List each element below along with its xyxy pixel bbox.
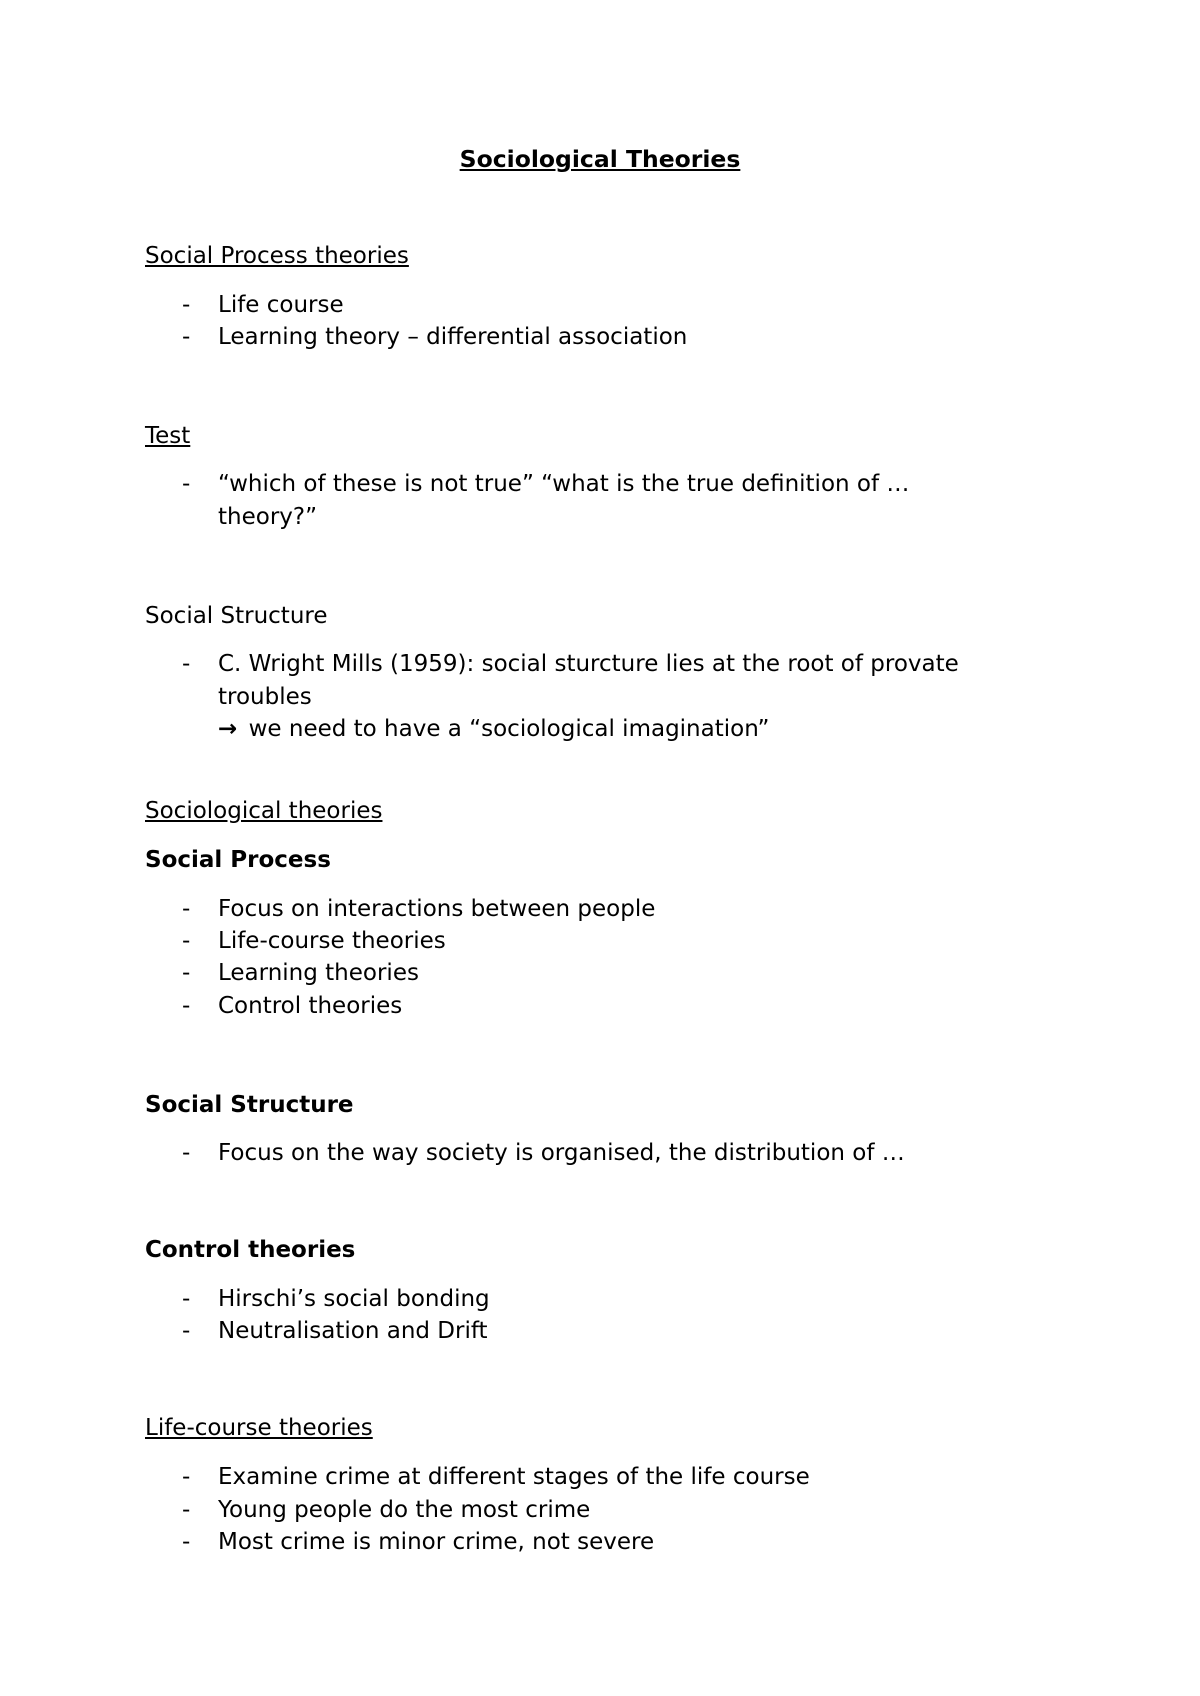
bullet-dash: - (182, 324, 191, 350)
bullet-dash: - (182, 1140, 191, 1166)
heading-life-course-theories: Life-course theories (145, 1415, 373, 1441)
list-item: Control theories (218, 993, 403, 1019)
bullet-dash: - (182, 471, 191, 497)
bullet-dash: - (182, 928, 191, 954)
list-item: Learning theory – differential association (218, 324, 688, 350)
bullet-dash: - (182, 1529, 191, 1555)
list-item: C. Wright Mills (1959): social sturcture lies at the root of provate (218, 651, 959, 677)
bullet-dash: - (182, 1497, 191, 1523)
list-item: Focus on the way society is organised, the distribution of … (218, 1140, 905, 1166)
arrow-line-text: we need to have a “sociological imagination” (248, 716, 770, 742)
bullet-dash: - (182, 1286, 191, 1312)
heading-test: Test (145, 423, 191, 449)
bullet-dash: - (182, 292, 191, 318)
list-item-continuation: theory?” (218, 504, 318, 530)
heading-control-theories: Control theories (145, 1237, 356, 1263)
arrow-right-icon: → (218, 716, 238, 742)
document-title: Sociological Theories (459, 145, 741, 173)
arrow-line (218, 714, 769, 744)
bullet-dash: - (182, 993, 191, 1019)
heading-social-structure: Social Structure (145, 1092, 354, 1118)
bullet-dash: - (182, 651, 191, 677)
heading-social-process-theories: Social Process theories (145, 243, 409, 269)
list-item: Life-course theories (218, 928, 446, 954)
list-item: Hirschi’s social bonding (218, 1286, 490, 1312)
heading-sociological-theories: Sociological theories (145, 798, 383, 824)
bullet-dash: - (182, 960, 191, 986)
list-item: Most crime is minor crime, not severe (218, 1529, 655, 1555)
list-item: Life course (218, 292, 344, 318)
list-item: Young people do the most crime (218, 1497, 591, 1523)
list-item: “which of these is not true” “what is the true definition of … (218, 471, 910, 497)
heading-social-process: Social Process (145, 847, 331, 873)
list-item: Neutralisation and Drift (218, 1318, 488, 1344)
heading-social-structure-plain: Social Structure (145, 603, 328, 629)
list-item: Learning theories (218, 960, 419, 986)
bullet-dash: - (182, 896, 191, 922)
list-item: Examine crime at different stages of the life course (218, 1464, 810, 1490)
list-item: Focus on interactions between people (218, 896, 656, 922)
bullet-dash: - (182, 1318, 191, 1344)
list-item-continuation: troubles (218, 684, 312, 710)
bullet-dash: - (182, 1464, 191, 1490)
